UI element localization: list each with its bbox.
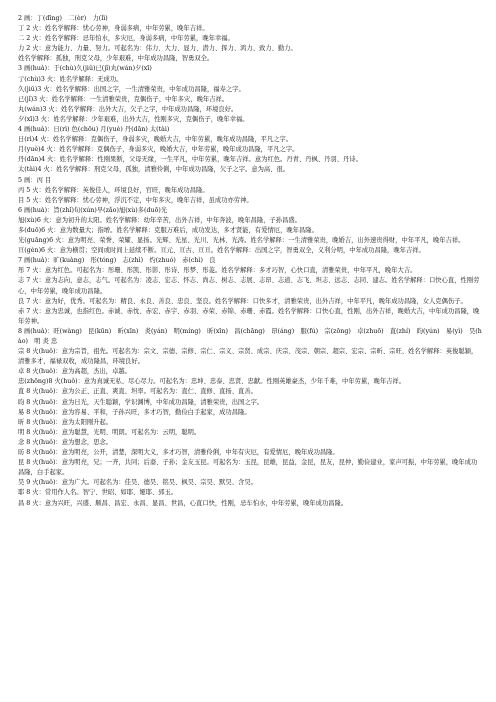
doc-line: 彤 7 火：意为红色。可起名为：彤珊、彤凯、彤影、彤诗、彤梦、彤菱。姓名学解释：多才巧智，心快口直，清雅荣贵，中年平凡，晚年大吉。 bbox=[18, 267, 417, 275]
doc-line: 宗 8 火(huǒ)：意为宗旨，祖先。可起名为：宗文、宗德、宗修、宗仁、宗义、宗贤、成宗、庆宗、茂宗、朝宗、超宗、宏宗、宗昕、宗旺、姓名学解释：英俊聪颖，清雅多才，福禄双收，成功隆昌，环境良好。 bbox=[18, 348, 478, 366]
doc-line: 昊 9 火(huǒ)：意为广大。可起名为：佳昊、德昊、铭昊、枫昊、宗昊、默昊、含昊。 bbox=[18, 479, 257, 487]
doc-line: 光(guāng)6 火：意为明亮、荣誉、荣耀、显扬。光辉、光星、光川、光林、光涛。姓名学解释：一生清雅荣贵，晚婚吉，出外速贵得财，中年平凡，晚年吉祥。 bbox=[18, 237, 465, 245]
doc-line: 夕(xī)3 火：姓名学解释：少年艰难，出外大吉，性刚多灾，克偶伤子，晚年幸福。 bbox=[18, 115, 249, 123]
doc-line: 亍(chù)3 火：姓名学解释：无成功。 bbox=[18, 75, 123, 83]
doc-line: 姓名学解释：孤独，刑克父母，少年艰难，中年成功昌隆，智勇双全。 bbox=[18, 55, 214, 63]
doc-line: 月(yuè)4 火：姓名学解释：克偶伤子，身弱多灾，晚婚大吉，中年劳累，晚年成功昌隆，平凡之字。 bbox=[18, 146, 299, 154]
doc-line: 旭(xù)6 火：意为初升的太阳。姓名学解释：幼年辛苦，出外吉祥，中年奔波，晚年昌隆，子孙昌盛。 bbox=[18, 216, 301, 224]
doc-line: 昌 8 火：意为兴旺，兴盛、顺昌、昌宏、永昌、显昌、世昌，心直口快，性刚，忌车怕水，中年劳累，晚年成功昌隆。 bbox=[18, 499, 348, 507]
doc-line: 直 8 火(huǒ)：意为公正、正直、爽直、坦率。可起名为：直仁、直修、直扬、直善。 bbox=[18, 388, 257, 396]
doc-line: 昆 8 火(huǒ)：意为明亮，兄；一齐，共同；后裔、子孙；金友玉昆。可起名为：玉昆，昆雄，昆益，金昆，昆友，昆仲，勤俭建业，家声可振，中年劳累，晚年成功昌隆，白手起家。 bbox=[18, 459, 478, 477]
doc-line: 丸(wán)3 火：姓名学解释：出外大吉，欠子之字，中年成功昌隆，环境良好。 bbox=[18, 105, 238, 113]
doc-line: 目 5 火：姓名学解释：忧心劳神，浮沉不定，中年多灾，晚年吉祥，虽成功亦劳神。 bbox=[18, 196, 253, 204]
doc-line: 日(rì)4 火：姓名学解释：克偶伤子，身弱多灾，晚婚大吉，中年劳累，晚年成功昌隆，平凡之字。 bbox=[18, 136, 293, 144]
doc-line: 丹(dān)4 火：姓名学解释：性刚果断，父母无缘，一生平凡，中年劳累，晚年吉祥。意为红色。丹青、丹枫、丹羽、丹诗。 bbox=[18, 156, 362, 164]
doc-line: 卓 8 火(huǒ)：意为高超，杰出，卓越。 bbox=[18, 368, 131, 376]
doc-line: 已(jǐ)3 火：姓名学解释：一生清雅荣贵，克偶伤子，中年多灾，晚年吉祥。 bbox=[18, 95, 229, 103]
doc-line: 丁 2 火：姓名学解释：忧心劳神，身弱多病，中年劳累，晚年吉祥。 bbox=[18, 25, 209, 33]
doc-line: 丙 5 火：姓名学解释：英俊佳人，环境良好，官旺，晚年成功昌隆。 bbox=[18, 186, 209, 194]
doc-line: 易 8 火(huǒ)：意为容易、平和，子孙兴旺，多才巧智，勤俭白手起家，成功昌隆。 bbox=[18, 408, 251, 416]
doc-line: 昀 8 火(huǒ)：意为日光，天生聪颖，学识渊博，中年成功昌隆，清雅荣贵，出国之字。 bbox=[18, 398, 264, 406]
doc-line: 5 画：丙 目 bbox=[18, 176, 52, 184]
doc-line: 赤 7 火：意为忠诚，也指红色。赤诚、赤忱、赤宏、赤宇、赤羽、赤荣、赤锦、赤珊、赤霞。姓名学解释：口快心直，性刚，出外吉祥，晚婚大吉，中年成功昌隆，晚年劳神。 bbox=[18, 307, 480, 325]
doc-line: 6 画(huà)：旨(zhǐ)旬(xún)早(zǎo)旭(xù)多(duō)光 bbox=[18, 206, 168, 214]
doc-line: 昉 8 火(huǒ)：意为明亮，公开，清楚，深明大义，多才巧智，清雅伶俐，中年有灾厄，有爱情厄，晚年成功昌隆。 bbox=[18, 449, 339, 457]
doc-line: 念 8 火(huǒ)：意为想念，思念。 bbox=[18, 438, 113, 446]
doc-line: 昕 8 火(huǒ)：意为太阳刚升起。 bbox=[18, 418, 113, 426]
doc-line: 太(tài)4 火：姓名学解释：刑克父母，孤独，清雅伶俐，中年成功昌隆，欠子之字。意为高、很。 bbox=[18, 166, 290, 174]
doc-line: 多(duō)6 火：意为数量大；指增。姓名学解释：克服万难后，成功发达，多才贤能，有爱情厄，晚年昌隆。 bbox=[18, 226, 318, 234]
doc-line: 二 2 火：姓名学解释：忌年怕水，多灾厄，身弱多病，中年劳累，晚年幸福。 bbox=[18, 35, 234, 43]
doc-line: 亘(gèn)6 火：意为横贯；空间或时间上延续不断。亘元、亘古、亘亘。姓名学解释：出国之字，智勇双全，义利分明，中年成功昌隆，晚年吉祥。 bbox=[18, 247, 425, 255]
doc-line: 明 8 火(huǒ)：意为聪慧，光明、明朗。可起名为：云明，聪明。 bbox=[18, 428, 201, 436]
doc-line: 8 画(huà)：旺(wàng) 昆(kūn) 昕(xīn) 炎(yán) 明(míng) 昕(xīn) 昌(chāng) 昂(áng) 服(fú) 宗(zōng) 卓(zhuō) 直(zhí) 昀(yún) 易(yì) 昊(hào) 明 炎 忠 bbox=[18, 327, 482, 345]
doc-line: 3 画(huà)：于(chù)久(jiǔ)已(jǐ)丸(wán)夕(xī) bbox=[18, 65, 152, 73]
doc-line: 久(jiǔ)3 火：姓名学解释：出国之字，一生清雅荣贵，中年成功昌隆，福寿之字。 bbox=[18, 85, 245, 93]
doc-line: 力 2 火：意为能力、力量、努力。可起名为：伟力、大力、显力、潜力、挥力、鸿力、致力、勤力。 bbox=[18, 45, 297, 53]
doc-line: 良 7 火：意为好，优秀。可起名为：精良、永良、善良、忠良、坚良。姓名学解释：口快多才，清雅荣贵，出外吉祥，中年平凡，晚年成功昌隆，女人克偶伤子。 bbox=[18, 297, 467, 305]
doc-line: 2 画：丁(dīng) 二(èr) 力(lì) bbox=[18, 15, 108, 22]
doc-line: 7 画(huà)：旷(kuàng) 彤(tóng) 志(zhì) 灼(zhuó) 赤(chì) 良 bbox=[18, 257, 216, 265]
doc-line: 4 画(huà)：日(rì) 色(chōu) 月(yuè) 丹(dān) 太(tài) bbox=[18, 126, 170, 134]
doc-line: 志 7 火：意为志向，意志，志气。可起名为：凌志、宏志、怀志、尚志、树志、志展、志昂、志道、志飞、坦志、远志、志同、建志。姓名学解释：口快心直，性刚劳心，中年劳累，晚年成功昌隆。 bbox=[18, 277, 480, 295]
doc-line: 忠(zhōng)8 火(huǒ)：意为真诚无私、尽心尽力。可起名为：忠坤、忠泰、忠贤、忠献。性刚英雄豪杰，少年千难，中年劳累，晚年吉祥。 bbox=[18, 378, 406, 386]
doc-line: 耶 8 火：常用作人名。智宁、世昭、如耶、娅耶、郅玉。 bbox=[18, 489, 178, 497]
